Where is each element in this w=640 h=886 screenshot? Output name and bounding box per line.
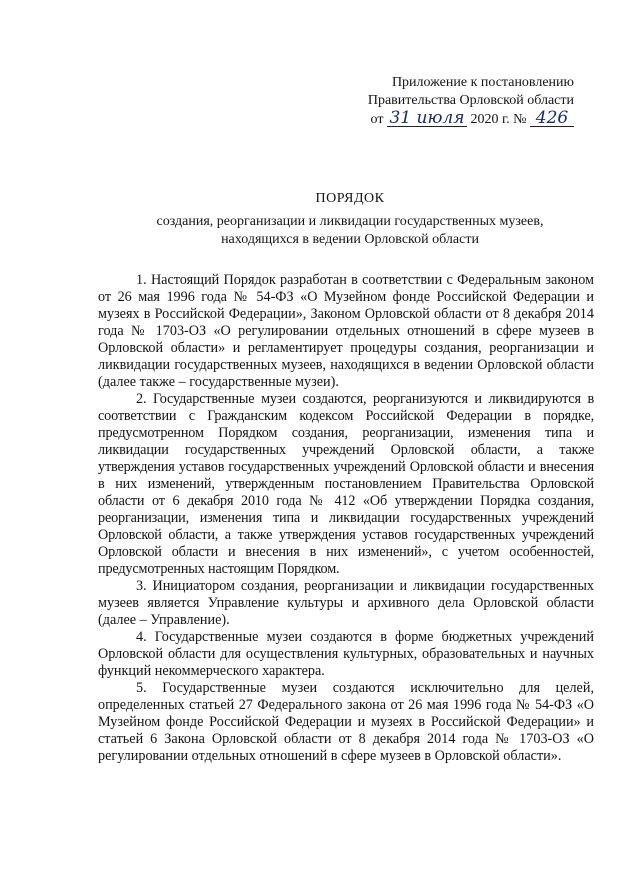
paragraph-2: 2. Государственные музеи создаются, реорганизуются и ликвидируются в соответствии с Гражданским кодексом Российской Федерации в порядке, предусмотренном Порядком создания, реорганизации, изменения типа и ликвидации государственных учреждений Орловской области, а также утверждения уставов государственных учреждений Орловской области и внесения в них изменений, утвержденным постановлением Правительства Орловской области от 6 декабря 2010 года № 412 «Об утверждении Порядка создания, реорганизации, изменения типа и ликвидации государственных учреждений Орловской области, а также утверждения уставов государственных учреждений Орловской области и внесения в них изменений», с учетом особенностей, предусмотренных настоящим Порядком.	[98, 391, 594, 577]
paragraph-5: 5. Государственные музеи создаются исключительно для целей, определенных статьей 27 Федерального закона от 26 мая 1996 года № 54-ФЗ «О Музейном фонде Российской Федерации и музеях в Российской Федерации» и статьей 6 Закона Орловской области от 8 декабря 2014 года № 1703-ОЗ «О регулировании отдельных отношений в сфере музеев в Орловской области».	[98, 680, 594, 764]
appendix-line-2: Правительства Орловской области	[367, 93, 574, 108]
date-prefix: от	[370, 112, 384, 127]
document-heading: ПОРЯДОК	[315, 191, 385, 206]
document-body	[98, 272, 594, 765]
document-title-block	[100, 190, 600, 249]
paragraph-1: 1. Настоящий Порядок разработан в соответствии с Федеральным законом от 26 мая 1996 года № 54-ФЗ «О Музейном фонде Российской Федерации и музеях в Российской Федерации», Законом Орловской области от 8 декабря 2014 года № 1703-ОЗ «О регулировании отдельных отношений в сфере музеев в Орловской области» и регламентирует процедуры создания, реорганизации и ликвидации государственных музеев, находящихся в ведении Орловской области (далее также – государственные музеи).	[98, 272, 594, 390]
paragraph-4: 4. Государственные музеи создаются в форме бюджетных учреждений Орловской области для осуществления культурных, образовательных и научных функций некоммерческого характера.	[98, 629, 594, 679]
handwritten-date: 31 июля	[387, 110, 467, 127]
year-and-number-label: 2020 г. №	[470, 112, 527, 127]
appendix-header	[312, 74, 574, 129]
document-subtitle-line-2: находящихся в ведении Орловской области	[221, 232, 479, 247]
appendix-line-1: Приложение к постановлению	[391, 75, 574, 90]
paragraph-3: 3. Инициатором создания, реорганизации и ликвидации государственных музеев является Управление культуры и архивного дела Орловской области (далее – Управление).	[98, 578, 594, 628]
document-subtitle-line-1: создания, реорганизации и ликвидации государственных музеев,	[156, 214, 544, 229]
handwritten-number: 426	[530, 110, 574, 127]
resolution-date-row	[312, 110, 574, 129]
